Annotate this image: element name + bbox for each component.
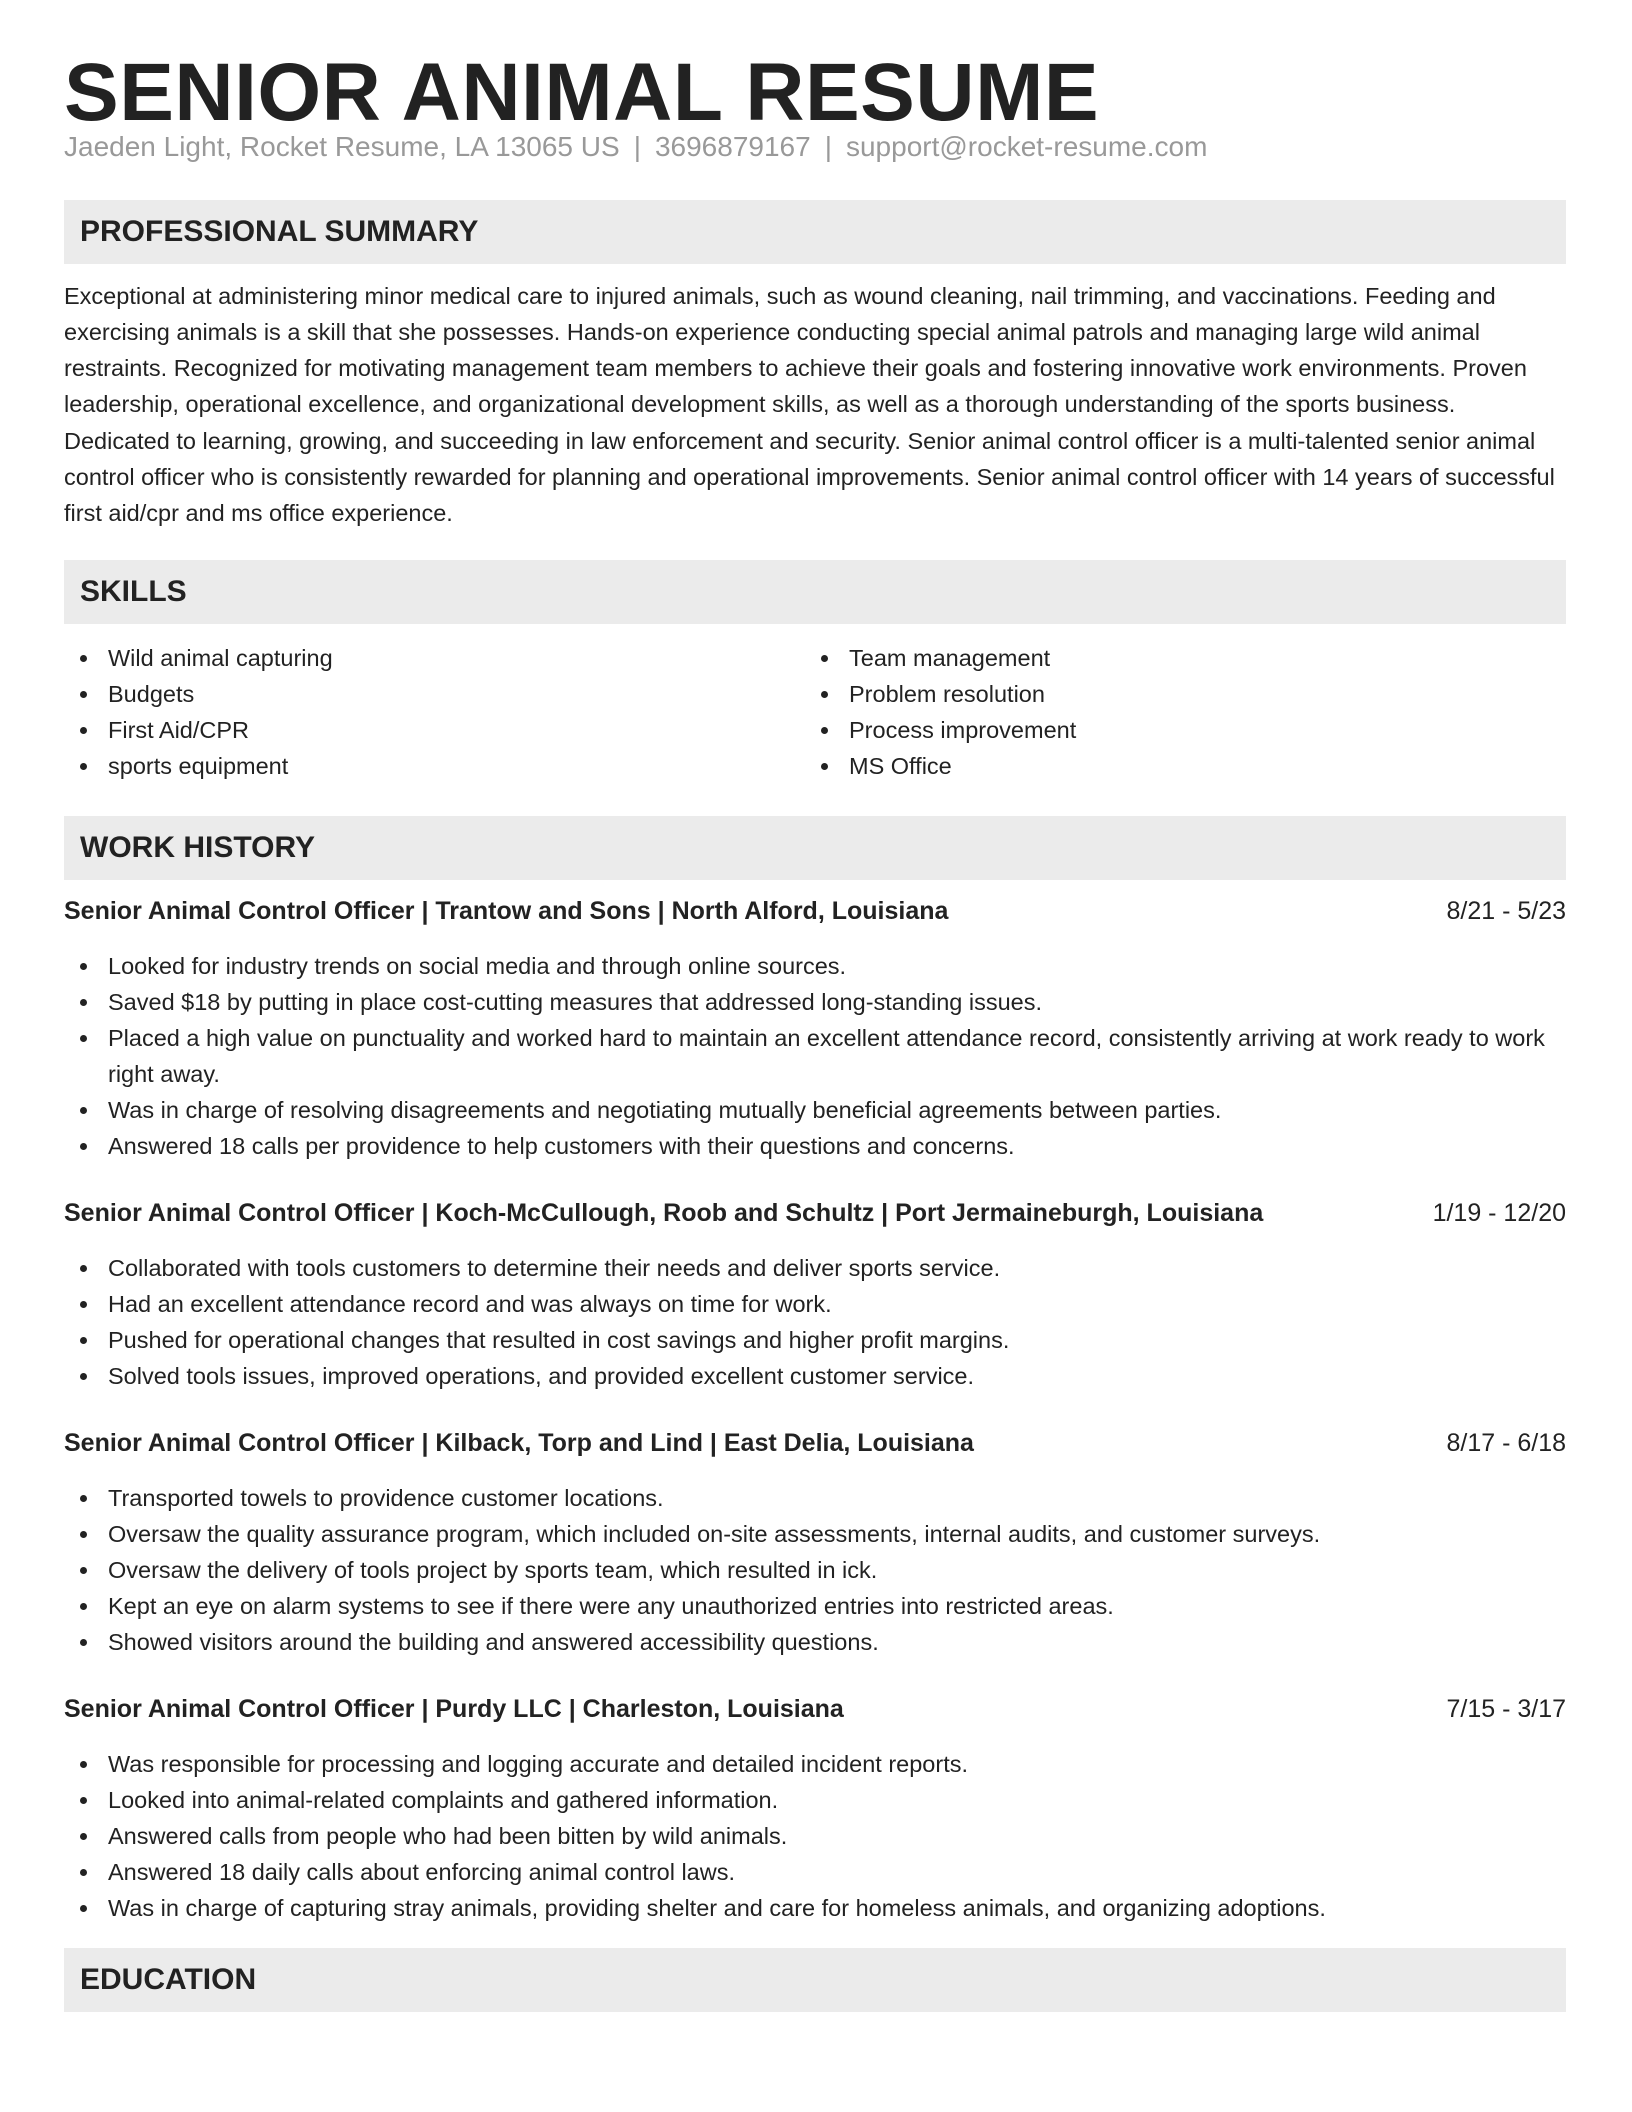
job-title: Senior Animal Control Officer | Trantow and Sons | North Alford, Louisiana xyxy=(64,897,949,926)
skill-item: Problem resolution xyxy=(805,676,1546,712)
job-bullet: Oversaw the delivery of tools project by sports team, which resulted in ick. xyxy=(64,1552,1566,1588)
job-bullet: Was in charge of capturing stray animals, providing shelter and care for homeless animals, and organizing adoptions. xyxy=(64,1890,1566,1926)
job-bullets xyxy=(64,1480,1566,1660)
resume-title: SENIOR ANIMAL RESUME xyxy=(64,47,1100,138)
skill-item: Wild animal capturing xyxy=(64,640,805,676)
skill-item: MS Office xyxy=(805,748,1546,784)
skills-column-left xyxy=(64,640,805,784)
job-dates: 8/17 - 6/18 xyxy=(1446,1429,1566,1458)
resume-page xyxy=(64,0,1566,2012)
section-heading-skills: SKILLS xyxy=(64,560,1566,624)
job-bullet: Oversaw the quality assurance program, which included on-site assessments, internal audits, and customer surveys. xyxy=(64,1516,1566,1552)
section-heading-work-history: WORK HISTORY xyxy=(64,816,1566,880)
skill-item: Budgets xyxy=(64,676,805,712)
job-dates: 7/15 - 3/17 xyxy=(1446,1695,1566,1724)
job-bullet: Answered 18 calls per providence to help customers with their questions and concerns. xyxy=(64,1128,1566,1164)
job-bullet: Answered calls from people who had been bitten by wild animals. xyxy=(64,1818,1566,1854)
job-bullets xyxy=(64,948,1566,1164)
job-bullets xyxy=(64,1746,1566,1926)
job-bullet: Had an excellent attendance record and was always on time for work. xyxy=(64,1286,1566,1322)
job-dates: 1/19 - 12/20 xyxy=(1432,1199,1566,1228)
job-title: Senior Animal Control Officer | Koch-McCullough, Roob and Schultz | Port Jermaineburgh, Louisiana xyxy=(64,1199,1264,1228)
job-bullet: Saved $18 by putting in place cost-cutting measures that addressed long-standing issues. xyxy=(64,984,1566,1020)
contact-phone: 3696879167 xyxy=(654,131,811,162)
section-heading-education: EDUCATION xyxy=(64,1948,1566,2012)
skills-column-right xyxy=(805,640,1546,784)
skill-item: Process improvement xyxy=(805,712,1546,748)
skill-item: First Aid/CPR xyxy=(64,712,805,748)
job-title: Senior Animal Control Officer | Kilback, Torp and Lind | East Delia, Louisiana xyxy=(64,1429,974,1458)
job-bullet: Was in charge of resolving disagreements and negotiating mutually beneficial agreements between parties. xyxy=(64,1092,1566,1128)
job-header xyxy=(64,1692,1566,1728)
job-bullet: Collaborated with tools customers to determine their needs and deliver sports service. xyxy=(64,1250,1566,1286)
job-bullet: Answered 18 daily calls about enforcing animal control laws. xyxy=(64,1854,1566,1890)
contact-line xyxy=(64,130,1566,164)
job-entry xyxy=(64,1426,1566,1660)
job-bullet: Was responsible for processing and logging accurate and detailed incident reports. xyxy=(64,1746,1566,1782)
job-header xyxy=(64,894,1566,930)
summary-text: Exceptional at administering minor medical care to injured animals, such as wound cleaning, nail trimming, and vaccinations. Feeding and exercising animals is a skill that she possesses. Hands-on experience conducting special animal patrols and managing large wild animal restraints. Recognized for motivating management team members to achieve their goals and fostering innovative work environments. Proven leadership, operational excellence, and organizational development skills, as well as a thorough understanding of the sports business. Dedicated to learning, growing, and succeeding in law enforcement and security. Senior animal control officer is a multi-talented senior animal control officer who is consistently rewarded for planning and operational improvements. Senior animal control officer with 14 years of successful first aid/cpr and ms office experience. xyxy=(64,282,1555,527)
job-bullet: Transported towels to providence customer locations. xyxy=(64,1480,1566,1516)
contact-email[interactable]: support@rocket-resume.com xyxy=(845,131,1208,162)
job-entry xyxy=(64,894,1566,1164)
skills-list xyxy=(64,640,1566,784)
contact-address: Jaeden Light, Rocket Resume, LA 13065 US xyxy=(64,131,620,162)
job-bullet: Kept an eye on alarm systems to see if there were any unauthorized entries into restricted areas. xyxy=(64,1588,1566,1624)
job-bullet: Showed visitors around the building and answered accessibility questions. xyxy=(64,1624,1566,1660)
job-dates: 8/21 - 5/23 xyxy=(1446,897,1566,926)
section-heading-summary: PROFESSIONAL SUMMARY xyxy=(64,200,1566,264)
job-entry xyxy=(64,1692,1566,1926)
job-bullet: Solved tools issues, improved operations, and provided excellent customer service. xyxy=(64,1358,1566,1394)
job-header xyxy=(64,1196,1566,1232)
skill-item: sports equipment xyxy=(64,748,805,784)
job-bullets xyxy=(64,1250,1566,1394)
contact-separator: | xyxy=(824,131,832,162)
job-header xyxy=(64,1426,1566,1462)
job-bullet: Placed a high value on punctuality and worked hard to maintain an excellent attendance record, consistently arriving at work ready to work right away. xyxy=(64,1020,1566,1092)
job-entry xyxy=(64,1196,1566,1394)
job-bullet: Looked into animal-related complaints and gathered information. xyxy=(64,1782,1566,1818)
contact-separator: | xyxy=(633,131,641,162)
job-bullet: Pushed for operational changes that resulted in cost savings and higher profit margins. xyxy=(64,1322,1566,1358)
job-bullet: Looked for industry trends on social media and through online sources. xyxy=(64,948,1566,984)
skill-item: Team management xyxy=(805,640,1546,676)
job-title: Senior Animal Control Officer | Purdy LLC | Charleston, Louisiana xyxy=(64,1695,844,1724)
